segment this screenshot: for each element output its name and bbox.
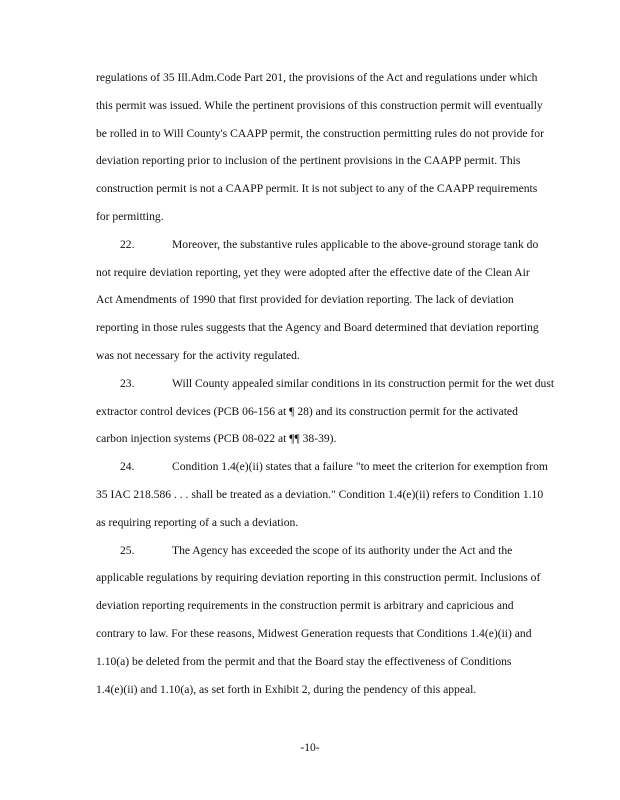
paragraph-number: 22. [120, 237, 135, 251]
paragraph-line: deviation reporting prior to inclusion of the pertinent provisions in the CAAPP permit. This [96, 154, 521, 168]
paragraph-number: 25. [120, 543, 135, 557]
page-number: -10- [300, 741, 320, 754]
paragraph-line: The Agency has exceeded the scope of its authority under the Act and the [172, 543, 513, 557]
paragraph-line: 1.10(a) be deleted from the permit and that the Board stay the effectiveness of Conditions [96, 654, 512, 668]
paragraph-number: 24. [120, 460, 135, 474]
paragraph-line: Will County appealed similar conditions in its construction permit for the wet dust [172, 376, 555, 390]
paragraph-line: carbon injection systems (PCB 08-022 at ¶¶ 38-39). [96, 432, 337, 446]
paragraph-line: extractor control devices (PCB 06-156 at ¶ 28) and its construction permit for the activated [96, 404, 518, 418]
paragraph-line: regulations of 35 Ill.Adm.Code Part 201, the provisions of the Act and regulations under which [96, 71, 538, 84]
paragraph-line: applicable regulations by requiring deviation reporting in this construction permit. Inclusions of [96, 571, 541, 585]
paragraph-line: Condition 1.4(e)(ii) states that a failure "to meet the criterion for exemption from [172, 460, 548, 474]
paragraph-line: 1.4(e)(ii) and 1.10(a), as set forth in Exhibit 2, during the pendency of this appeal. [96, 682, 477, 696]
paragraph-line: contrary to law. For these reasons, Midwest Generation requests that Conditions 1.4(e)(ii) and [96, 627, 532, 640]
paragraph-number: 23. [120, 376, 135, 390]
paragraph-line: Moreover, the substantive rules applicable to the above-ground storage tank do [172, 237, 539, 251]
paragraph-line: deviation reporting requirements in the construction permit is arbitrary and capricious and [96, 599, 514, 613]
paragraph-line: as requiring reporting of a such a deviation. [96, 515, 299, 529]
paragraph-line: this permit was issued. While the pertinent provisions of this construction permit will eventually [96, 98, 543, 112]
paragraph-line: not require deviation reporting, yet they were adopted after the effective date of the Clean Air [96, 265, 530, 279]
paragraph-line: for permitting. [96, 210, 164, 223]
paragraph-line: Act Amendments of 1990 that first provided for deviation reporting. The lack of deviation [96, 293, 514, 307]
paragraph-line: be rolled in to Will County's CAAPP permit, the construction permitting rules do not provide for [96, 126, 544, 140]
paragraph-line: 35 IAC 218.586 . . . shall be treated as a deviation." Condition 1.4(e)(ii) refers to Condition 1.10 [96, 488, 544, 501]
paragraph-line: was not necessary for the activity regulated. [96, 349, 300, 362]
paragraph-line: construction permit is not a CAAPP permit. It is not subject to any of the CAAPP requirements [96, 182, 538, 196]
paragraph-line: reporting in those rules suggests that the Agency and Board determined that deviation reporting [96, 321, 539, 335]
